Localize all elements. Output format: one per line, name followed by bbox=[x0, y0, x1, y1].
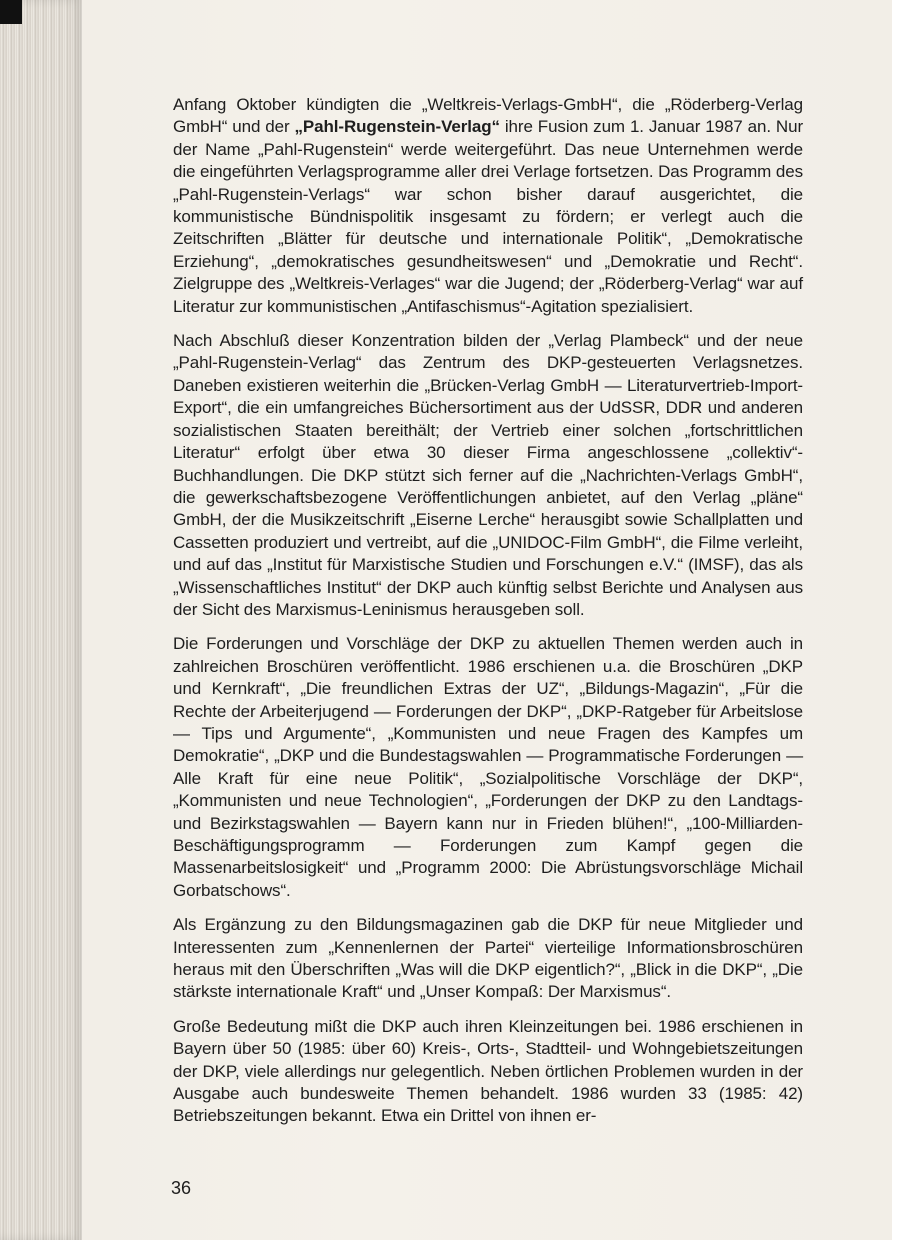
book-page-edges bbox=[0, 0, 82, 1240]
paragraph-3: Die Forderungen und Vorschläge der DKP zu aktuellen Themen werden auch in zahlreichen Broschüren veröffentlicht. 1986 erschienen u.a. die Broschüren „DKP und Kernkraft“, „Die freundlichen Extras der UZ“, „Bildungs-Magazin“, „Für die Rechte der Arbeiterjugend — Forderungen der DKP“, „DKP-Ratgeber für Arbeitslose — Tips und Argumente“, „Kommunisten und neue Fragen des Kampfes um Demokratie“, „DKP und die Bundestagswahlen — Programmatische Forderungen — Alle Kraft für eine neue Politik“, „Sozialpolitische Vorschläge der DKP“, „Kommunisten und neue Technologien“, „Forderungen der DKP zu den Landtags- und Bezirkstagswahlen — Bayern kann nur in Frieden blühen!“, „100-Milliarden-Beschäftigungsprogramm — Forderungen zum Kampf gegen die Massenarbeitslosigkeit“ und „Programm 2000: Die Abrüstungsvorschläge Michail Gorbatschows“. bbox=[173, 634, 803, 900]
paragraph-4: Als Ergänzung zu den Bildungsmagazinen gab die DKP für neue Mitglieder und Interessenten zum „Kennenlernen der Partei“ vierteilige Informationsbroschüren heraus mit den Überschriften „Was will die DKP eigentlich?“, „Blick in die DKP“, „Die stärkste internationale Kraft“ und „Unser Kompaß: Der Marxismus“. bbox=[173, 915, 803, 1002]
publisher-name-emphasis: „Pahl-Rugenstein-Verlag“ bbox=[294, 117, 500, 137]
page-right-margin bbox=[892, 0, 900, 1240]
paragraph-2: Nach Abschluß dieser Konzentration bilden der „Verlag Plambeck“ und der neue „Pahl-Rugenstein-Verlag“ das Zentrum des DKP-gesteuerten Verlagsnetzes. Daneben existieren weiterhin die „Brücken-Verlag GmbH — Literaturvertrieb-Import-Export“, die ein umfangreiches Büchersortiment aus der UdSSR, DDR und anderen sozialistischen Staaten bereithält; der Vertrieb einer solchen „fortschrittlichen Literatur“ erfolgt über etwa 30 dieser Firma angeschlossene „collektiv“-Buchhandlungen. Die DKP stützt sich ferner auf die „Nachrichten-Verlags GmbH“, die gewerkschaftsbezogene Veröffentlichungen anbietet, auf den Verlag „pläne“ GmbH, der die Musikzeitschrift „Eiserne Lerche“ herausgibt sowie Schallplatten und Cassetten produziert und vertreibt, auf die „UNIDOC-Film GmbH“, die Filme verleiht, und auf das „Institut für Marxistische Studien und Forschungen e.V.“ (IMSF), das als „Wissenschaftliches Institut“ der DKP auch künftig selbst Berichte und Analysen aus der Sicht des Marxismus-Leninismus herausgeben soll. bbox=[173, 331, 803, 619]
paragraph-1 bbox=[173, 94, 803, 318]
paragraph-1-rest: ihre Fusion zum 1. Januar 1987 an. Nur der Name „Pahl-Rugenstein“ werde weitergeführt. Das neue Unternehmen werde die eingeführten Verlagsprogramme aller drei Verlage fortsetzen. Das Programm des „Pahl-Rugenstein-Verlags“ war schon bisher darauf ausgerichtet, die kommunistische Bündnispolitik insgesamt zu fördern; er verlegt auch die Zeitschriften „Blätter für deutsche und internationale Politik“, „Demokratische Erziehung“, „demokratisches gesundheitswesen“ und „Demokratie und Recht“. Zielgruppe des „Weltkreis-Verlages“ war die Jugend; der „Röderberg-Verlag“ war auf Literatur zur kommunistischen „Antifaschismus“-Agitation spezialisiert. bbox=[173, 117, 804, 316]
page-number: 36 bbox=[171, 1178, 192, 1198]
paragraph-5: Große Bedeutung mißt die DKP auch ihren Kleinzeitungen bei. 1986 erschienen in Bayern über 50 (1985: über 60) Kreis-, Orts-, Stadtteil- und Wohngebietszeitungen der DKP, viele allerdings nur gelegentlich. Neben örtlichen Problemen wurden in der Ausgabe auch bundesweite Themen behandelt. 1986 wurden 33 (1985: 42) Betriebszeitungen bekannt. Etwa ein Drittel von ihnen er- bbox=[173, 1016, 803, 1126]
body-text bbox=[173, 94, 803, 1140]
paragraph-1-lead: Anfang Oktober kündigten die „Weltkreis-Verlags-GmbH“, die „Röderberg-Verlag GmbH“ und der bbox=[173, 95, 803, 137]
book-corner-shadow bbox=[0, 0, 22, 24]
